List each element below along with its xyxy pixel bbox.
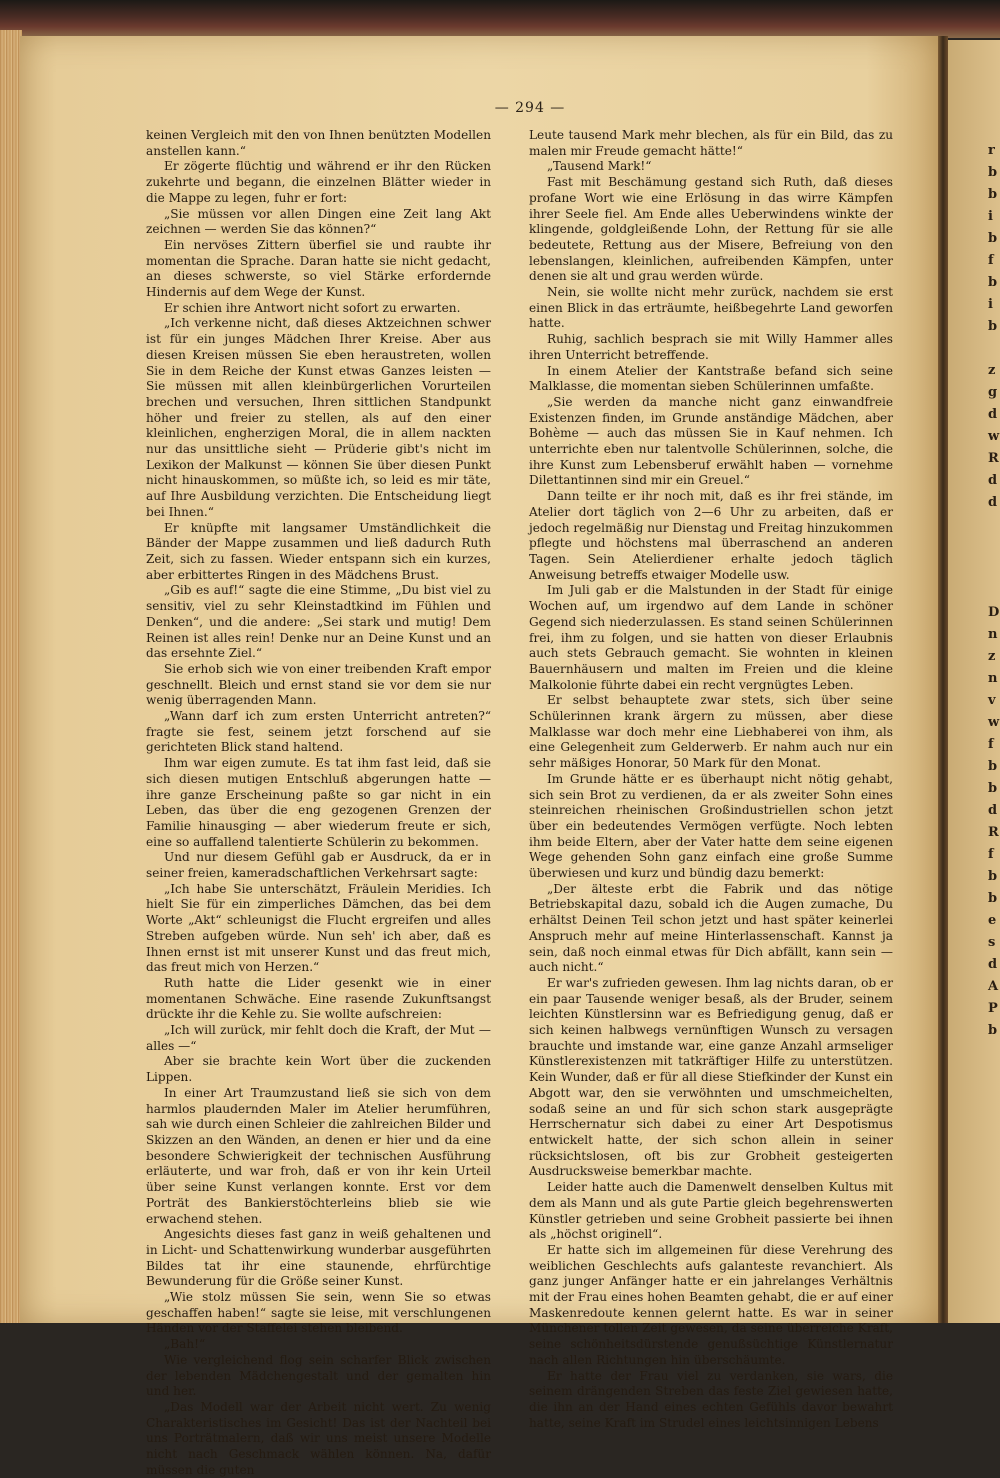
paragraph: „Ich habe Sie unterschätzt, Fräulein Meridies. Ich hielt Sie für ein zimperliches Dämchen, das bei dem Worte „Akt“ schleunigst die Flucht ergreifen und alles Streben aufgeben würde. Nun seh' ich aber, daß es Ihnen ernst ist mit unserer Kunst und das freut mich, das freut mich von Herzen.“ [146, 881, 491, 975]
paragraph: „Ich will zurück, mir fehlt doch die Kraft, der Mut — alles —“ [146, 1023, 491, 1053]
page-number: — 294 — [494, 100, 566, 116]
book-spine-edge [0, 30, 22, 1323]
paragraph: „Sie müssen vor allen Dingen eine Zeit lang Akt zeichnen — werden Sie das können?“ [146, 206, 491, 237]
paragraph: Ruth hatte die Lider gesenkt wie in einer momentanen Schwäche. Eine rasende Zukunftsangst drückte ihr die Kehle zu. Sie wollte aufschreien: [146, 975, 491, 1022]
paragraph: „Ich verkenne nicht, daß dieses Aktzeichnen schwer ist für ein junges Mädchen Ihrer Kreise. Aber aus diesen Kreisen müssen Sie eben heraustreten, wollen Sie in dem Reiche der Kunst etwas Ganzes leisten — Sie müssen mit allen kleinbürgerlichen Vorurteilen brechen und versuchen, Ihren sittlichen Standpunkt höher und freier zu stellen, als auf den einer kleinlichen, engherzigen Moral, die in allem nackten nur das unsittliche sieht — Prüderie gibt's nicht im Lexikon der Malkunst — können Sie über diesen Punkt nicht hinauskommen, so müßte ich, so leid es mir täte, auf Ihre Ausbildung verzichten. Die Entscheidung liegt bei Ihnen.“ [146, 316, 491, 519]
paragraph: „Wann darf ich zum ersten Unterricht antreten?“ fragte sie fest, seinem jetzt forschend auf sie gerichteten Blick stand haltend. [146, 709, 491, 755]
paragraph: In einer Art Traumzustand ließ sie sich von dem harmlos plaudernden Maler im Atelier herumführen, sah wie durch einen Schleier die zahlreichen Bilder und Skizzen an den Wänden, an denen er hier und da eine besondere Schwierigkeit der technischen Ausführung erläuterte, und war froh, daß er von ihr kein Urteil über seine Kunst verlangen konnte. Erst vor dem Porträt des Bankierstöchterleins blieb sie wie erwachend stehen. [146, 1085, 491, 1226]
paragraph: Er knüpfte mit langsamer Umständlichkeit die Bänder der Mappe zusammen und ließ dadurch Ruth Zeit, sich zu fassen. Wieder entspann sich ein kurzes, aber erbittertes Ringen in des Mädchens Brust. [146, 520, 491, 582]
paragraph: Und nur diesem Gefühl gab er Ausdruck, da er in seiner freien, kameradschaftlichen Verkehrsart sagte: [146, 850, 491, 881]
paragraph: Er war's zufrieden gewesen. Ihm lag nichts daran, ob er ein paar Tausende weniger besaß, als der Bruder, seinem leichten Künstlersinn war es Befriedigung genug, daß er sich keinen halbwegs vernünftigen Wunsch zu versagen brauchte und imstande war, eine ganze Anzahl armseliger Künstlerexistenzen mit tatkräftiger Hilfe zu unterstützen. Kein Wunder, daß er für all diese Stiefkinder der Kunst ein Abgott war, den sie verwöhnten und umschmeichelten, sodaß seine an und für sich schon stark ausgeprägte Herrschernatur sich dabei zu einer Art Despotismus entwickelt hatte, der sich schon allein in seiner rücksichtslosen, oft bis zur Grobheit gesteigerten Ausdrucksweise bemerkbar machte. [529, 975, 893, 1179]
paragraph: „Gib es auf!“ sagte die eine Stimme, „Du bist viel zu sensitiv, viel zu sehr Kleinstadtkind im Fühlen und Denken“, und die andere: „Sei stark und mutig! Dem Reinen ist alles rein! Denke nur an Deine Kunst und an das ersehnte Ziel.“ [146, 583, 491, 661]
paragraph: Er zögerte flüchtig und während er ihr den Rücken zukehrte und begann, die einzelnen Blätter wieder in die Mappe zu legen, fuhr er fort: [146, 159, 491, 205]
paragraph: Er hatte der Frau viel zu verdanken, sie wars, die seinem drängenden Streben das feste Ziel gewiesen hatte, die ihn an der Hand eines echten Gefühls davor bewahrt hatte, seine Kraft im Strudel eines leichtsinnigen Lebens [529, 1368, 893, 1430]
paragraph: Ruhig, sachlich besprach sie mit Willy Hammer alles ihren Unterricht betreffende. [529, 332, 893, 362]
paragraph: „Bah!“ [164, 1337, 206, 1352]
paragraph: Fast mit Beschämung gestand sich Ruth, daß dieses profane Wort wie eine Erlösung in das wirre Kämpfen ihrer Seele fiel. Am Ende alles Ueberwindens winkte der klingende, goldgleißende Lohn, der Rettung für sie alle bedeutete, Rettung aus der Misere, Befreiung von den lebenslangen, kleinlichen, aufreibenden Kämpfen, unter denen sie alt und grau werden würde. [529, 175, 893, 284]
paragraph: „Wie stolz müssen Sie sein, wenn Sie so etwas geschaffen haben!“ sagte sie leise, mit verschlungenen Händen vor der Staffelei stehen bleibend. [146, 1290, 491, 1336]
paragraph: „Sie werden da manche nicht ganz einwandfreie Existenzen finden, im Grunde anständige Mädchen, aber Bohème — auch das müssen Sie in Kauf nehmen. Ich unterrichte eben nur talentvolle Schülerinnen, solche, die ihre Kunst zum Lebensberuf erwählt haben — vornehme Dilettantinnen sind mir ein Greuel.“ [529, 394, 893, 488]
paragraph: Ein nervöses Zittern überfiel sie und raubte ihr momentan die Sprache. Daran hatte sie nicht gedacht, an dieses schwerste, so viel Stärke erfordernde Hindernis auf dem Wege der Kunst. [146, 237, 491, 300]
paragraph: Angesichts dieses fast ganz in weiß gehaltenen und in Licht- und Schattenwirkung wunderbar ausgeführten Bildes tat ihr eine staunende, ehrfürchtige Bewunderung für die Größe seiner Kunst. [146, 1227, 491, 1289]
paragraph: Im Juli gab er die Malstunden in der Stadt für einige Wochen auf, um irgendwo auf dem Lande in schöner Gegend sich niederzulassen. Es stand seinen Schülerinnen frei, ihm zu folgen, und sie hatten von dieser Erlaubnis auch stets Gebrauch gemacht. Sie wohnten in kleinen Bauernhäusern und malten im Freien und die kleine Malkolonie führte dabei ein recht vergnügtes Leben. [529, 583, 893, 692]
next-page-edge [948, 40, 1000, 1323]
paragraph: Er selbst behauptete zwar stets, sich über seine Schülerinnen krank ärgern zu müssen, aber diese Malklasse war doch mehr eine Liebhaberei von ihm, als eine Gelegenheit zum Gelderwerb. Er nahm auch nur ein sehr mäßiges Honorar, 50 Mark für den Monat. [529, 693, 893, 771]
next-page-text-fragment: r b b i b f b i b z g d w R d d D n z n v w f b b d R f b b e s d A P b [988, 143, 1000, 1038]
paragraph: keinen Vergleich mit den von Ihnen benützten Modellen anstellen kann.“ [146, 128, 491, 158]
left-text-column [146, 128, 491, 1478]
paragraph: Im Grunde hätte er es überhaupt nicht nötig gehabt, sich sein Brot zu verdienen, da er als zweiter Sohn eines steinreichen rheinischen Großindustriellen schon jetzt über ein bedeutendes Vermögen verfügte. Noch lebten ihm beide Eltern, aber der Vater hatte dem seine eigenen Wege gehenden Sohn ganz einfach eine große Summe überwiesen und kurz und bündig dazu bemerkt: [529, 771, 893, 881]
paragraph: „Der älteste erbt die Fabrik und das nötige Betriebskapital dazu, sobald ich die Augen zumache, Du erhältst Deinen Teil schon jetzt und hast später keinerlei Anspruch mehr auf meine Hinterlassenschaft. Kannst ja sein, daß noch einmal etwas für Dich abfällt, kann sein — auch nicht.“ [529, 881, 893, 975]
paragraph: „Das Modell war der Arbeit nicht wert. Zu wenig Charakteristisches im Gesicht! Das ist der Nachteil bei uns Porträtmalern, daß wir uns meist unsere Modelle nicht nach Geschmack wählen können. Na, dafür müssen die guten [146, 1399, 491, 1477]
paragraph: Nein, sie wollte nicht mehr zurück, nachdem sie erst einen Blick in das erträumte, heißbegehrte Land geworfen hatte. [529, 285, 893, 331]
page-gutter [938, 36, 948, 1323]
scan-background-top [0, 0, 1000, 38]
paragraph: Ihm war eigen zumute. Es tat ihm fast leid, daß sie sich diesen mutigen Entschluß abgerungen hatte — ihre ganze Erscheinung paßte so gar nicht in ein Leben, das über die eng gezogenen Grenzen der Familie hinausging — aber wiederum freute er sich, eine so auffallend talentierte Schülerin zu bekommen. [146, 756, 491, 849]
paragraph: Aber sie brachte kein Wort über die zuckenden Lippen. [146, 1054, 491, 1085]
paragraph: Dann teilte er ihr noch mit, daß es ihr frei stände, im Atelier dort täglich von 2—6 Uhr zu arbeiten, daß er jedoch regelmäßig nur Dienstag und Freitag hinzukommen pflegte und höchstens mal überraschend an anderen Tagen. Sein Atelierdiener erhalte jedoch täglich Anweisung betreffs etwaiger Modelle usw. [529, 489, 893, 582]
paragraph: Er hatte sich im allgemeinen für diese Verehrung des weiblichen Geschlechts aufs galanteste revanchiert. Als ganz junger Anfänger hatte er ein jahrelanges Verhältnis mit der Frau eines hohen Beamten gehabt, die er auf einer Maskenredoute kennen gelernt hatte. Es war in seiner Münchener tollen Zeit gewesen, da seine überreiche Kraft, seine schönheitsdürstende genußsüchtige Künstlernatur nach allen Richtungen hin überschäumte. [529, 1242, 893, 1367]
paragraph: Sie erhob sich wie von einer treibenden Kraft empor geschnellt. Bleich und ernst stand sie vor dem sie nur wenig überragenden Mann. [146, 661, 491, 708]
paragraph: Leider hatte auch die Damenwelt denselben Kultus mit dem als Mann und als gute Partie gleich begehrenswerten Künstler getrieben und seine Grobheit passierte bei ihnen als „höchst originell“. [529, 1180, 893, 1242]
paragraph: Leute tausend Mark mehr blechen, als für ein Bild, das zu malen mir Freude gemacht hätte!“ [529, 128, 893, 158]
paragraph: „Tausend Mark!“ [547, 159, 652, 174]
paragraph: In einem Atelier der Kantstraße befand sich seine Malklasse, die momentan sieben Schülerinnen umfaßte. [529, 363, 893, 394]
right-text-column [529, 128, 893, 1431]
paragraph: Er schien ihre Antwort nicht sofort zu erwarten. [164, 300, 461, 315]
paragraph: Wie vergleichend flog sein scharfer Blick zwischen der lebenden Mädchengestalt und der gemalten hin und her. [146, 1352, 491, 1399]
